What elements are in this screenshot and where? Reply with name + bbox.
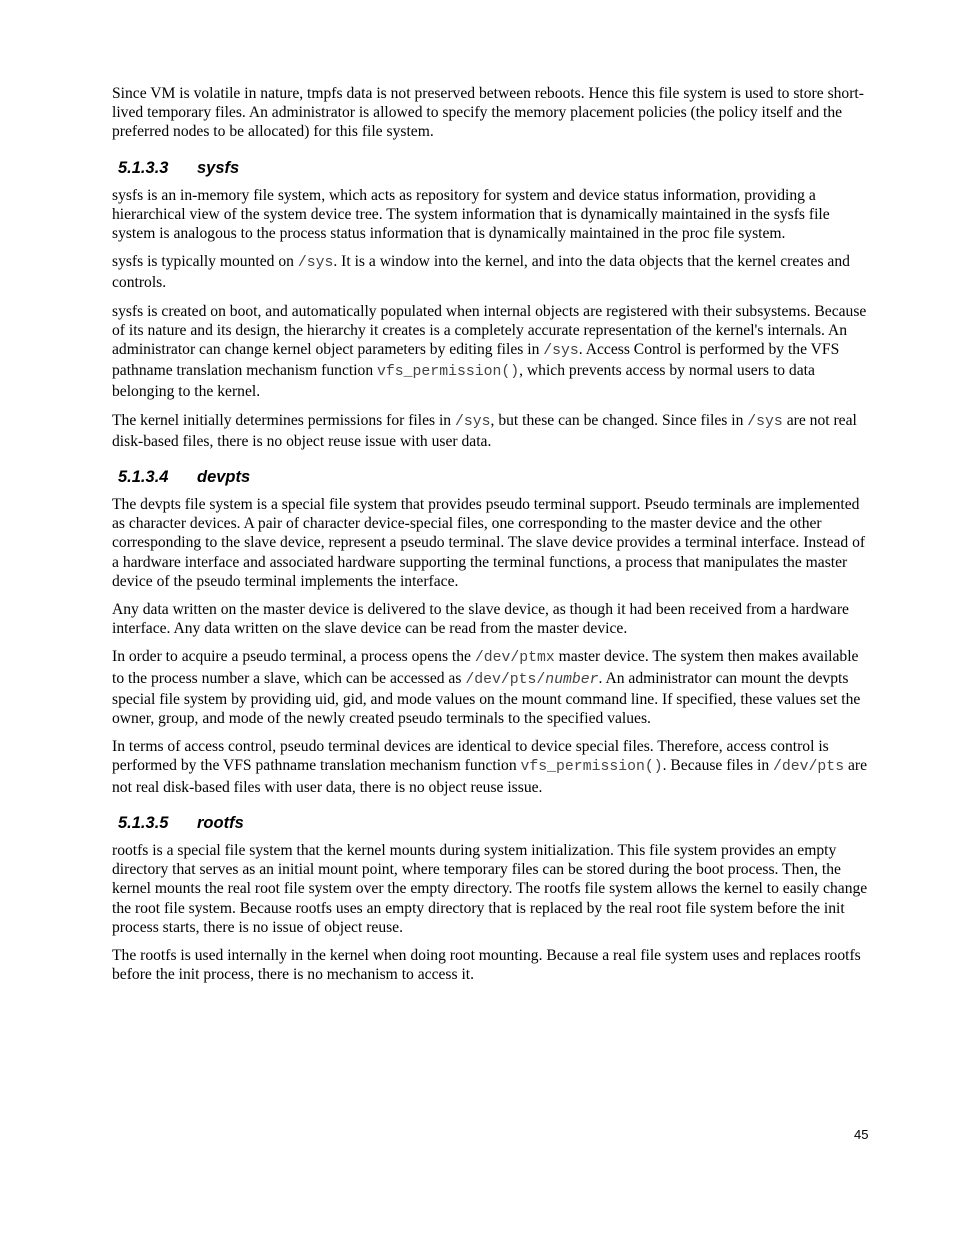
code-path: /dev/pts bbox=[773, 759, 845, 776]
devpts-paragraph-4 bbox=[112, 737, 870, 797]
section-number: 5.1.3.5 bbox=[118, 813, 169, 832]
text-span: are not real disk-based files with user data, there is no object reuse issue. bbox=[112, 757, 868, 796]
code-path: /sys bbox=[454, 413, 491, 430]
page-number: 45 bbox=[854, 1127, 869, 1142]
section-title: rootfs bbox=[197, 813, 244, 832]
section-heading-rootfs bbox=[118, 813, 870, 833]
code-function: vfs_permission() bbox=[377, 364, 520, 381]
text-span: In terms of access control, pseudo terminal devices are identical to device special files. Therefore, access control is performed by the VFS pathname translation mechanism function bbox=[112, 738, 829, 775]
code-path: /sys bbox=[747, 413, 783, 430]
code-path: /dev/pts/ bbox=[465, 671, 546, 688]
text-span: , but these can be changed. Since files in bbox=[490, 411, 748, 429]
text-span: . Because files in bbox=[662, 757, 774, 775]
code-path: /sys bbox=[297, 255, 334, 272]
sysfs-paragraph-2 bbox=[112, 252, 870, 292]
section-title: devpts bbox=[197, 468, 251, 487]
code-path: /dev/ptmx bbox=[474, 650, 555, 667]
section-heading-devpts bbox=[118, 467, 870, 487]
section-number: 5.1.3.4 bbox=[118, 468, 169, 487]
intro-paragraph: Since VM is volatile in nature, tmpfs data is not preserved between reboots. Hence this file system is used to store short-lived temporary files. An administrator is allowed to specify the memory placement policies (the policy itself and the preferred nodes to be allocated) for this file system. bbox=[112, 85, 864, 141]
section-number: 5.1.3.3 bbox=[118, 158, 169, 177]
text-span: . It is a window into the kernel, and into the data objects that the kernel creates and controls. bbox=[112, 253, 850, 292]
devpts-paragraph-3 bbox=[112, 647, 870, 728]
code-function: vfs_permission() bbox=[520, 759, 663, 776]
text-span: sysfs is typically mounted on bbox=[112, 253, 298, 271]
section-heading-sysfs bbox=[118, 158, 870, 178]
sysfs-paragraph-3 bbox=[112, 302, 870, 402]
text-span: . Access Control is performed by the VFS pathname translation mechanism function bbox=[112, 341, 840, 380]
text-span: sysfs is created on boot, and automatically populated when internal objects are registered with their subsystems. Because of its nature and its design, the hierarchy it creates is a completely accurate representation of the kernel's internals. An administrator can change kernel object parameters by editing files in bbox=[112, 302, 867, 359]
text-span: , which prevents access by normal users to data belonging to the kernel. bbox=[112, 362, 815, 401]
sysfs-paragraph-4 bbox=[112, 411, 870, 451]
devpts-paragraph-2: Any data written on the master device is delivered to the slave device, as though it had been received from a hardware interface. Any data written on the slave device can be read from the master device. bbox=[112, 601, 849, 638]
sysfs-paragraph-1: sysfs is an in-memory file system, which acts as repository for system and device status information, providing a hierarchical view of the system device tree. The system information that is dynamically maintained in the sysfs file system is analogous to the process status information that is dynamically maintained in the proc file system. bbox=[112, 186, 830, 243]
text-span: are not real disk-based files, there is no object reuse issue with user data. bbox=[112, 411, 857, 450]
rootfs-paragraph-1: rootfs is a special file system that the kernel mounts during system initialization. This file system provides an empty directory that serves as an initial mount point, where temporary files can be stored during the boot process. Then, the kernel mounts the real root file system over the empty directory. The rootfs file system allows the kernel to easily change the root file system. Because rootfs uses an empty directory that is replaced by the real root file system before the init process starts, there is no issue of object reuse. bbox=[112, 841, 868, 936]
document-body bbox=[112, 84, 870, 993]
devpts-paragraph-1: The devpts file system is a special file system that provides pseudo terminal support. Pseudo terminals are implemented as character devices. A pair of character device-special files, one corresponding to the master device and the other corresponding to the slave device, represent a pseudo terminal. The slave device provides a terminal interface. Instead of a hardware interface and associated hardware supporting the terminal functions, a process that manipulates the master device of the pseudo terminal implements the interface. bbox=[112, 496, 866, 590]
code-path: /sys bbox=[543, 343, 579, 360]
text-span: master device. The system then makes available to the process number a slave, which can be accessed as bbox=[112, 648, 859, 687]
code-placeholder: number bbox=[545, 671, 599, 688]
rootfs-paragraph-2: The rootfs is used internally in the kernel when doing root mounting. Because a real file system uses and replaces rootfs before the init process, there is no mechanism to access it. bbox=[112, 946, 861, 984]
section-title: sysfs bbox=[197, 158, 240, 177]
text-span: . An administrator can mount the devpts special file system by providing uid, gid, and mode values on the mount command line. If specified, these values set the owner, group, and mode of the newly created pseudo terminals to the specified values. bbox=[112, 669, 861, 728]
text-span: The kernel initially determines permissions for files in bbox=[112, 411, 455, 429]
text-span: In order to acquire a pseudo terminal, a process opens the bbox=[112, 648, 475, 666]
